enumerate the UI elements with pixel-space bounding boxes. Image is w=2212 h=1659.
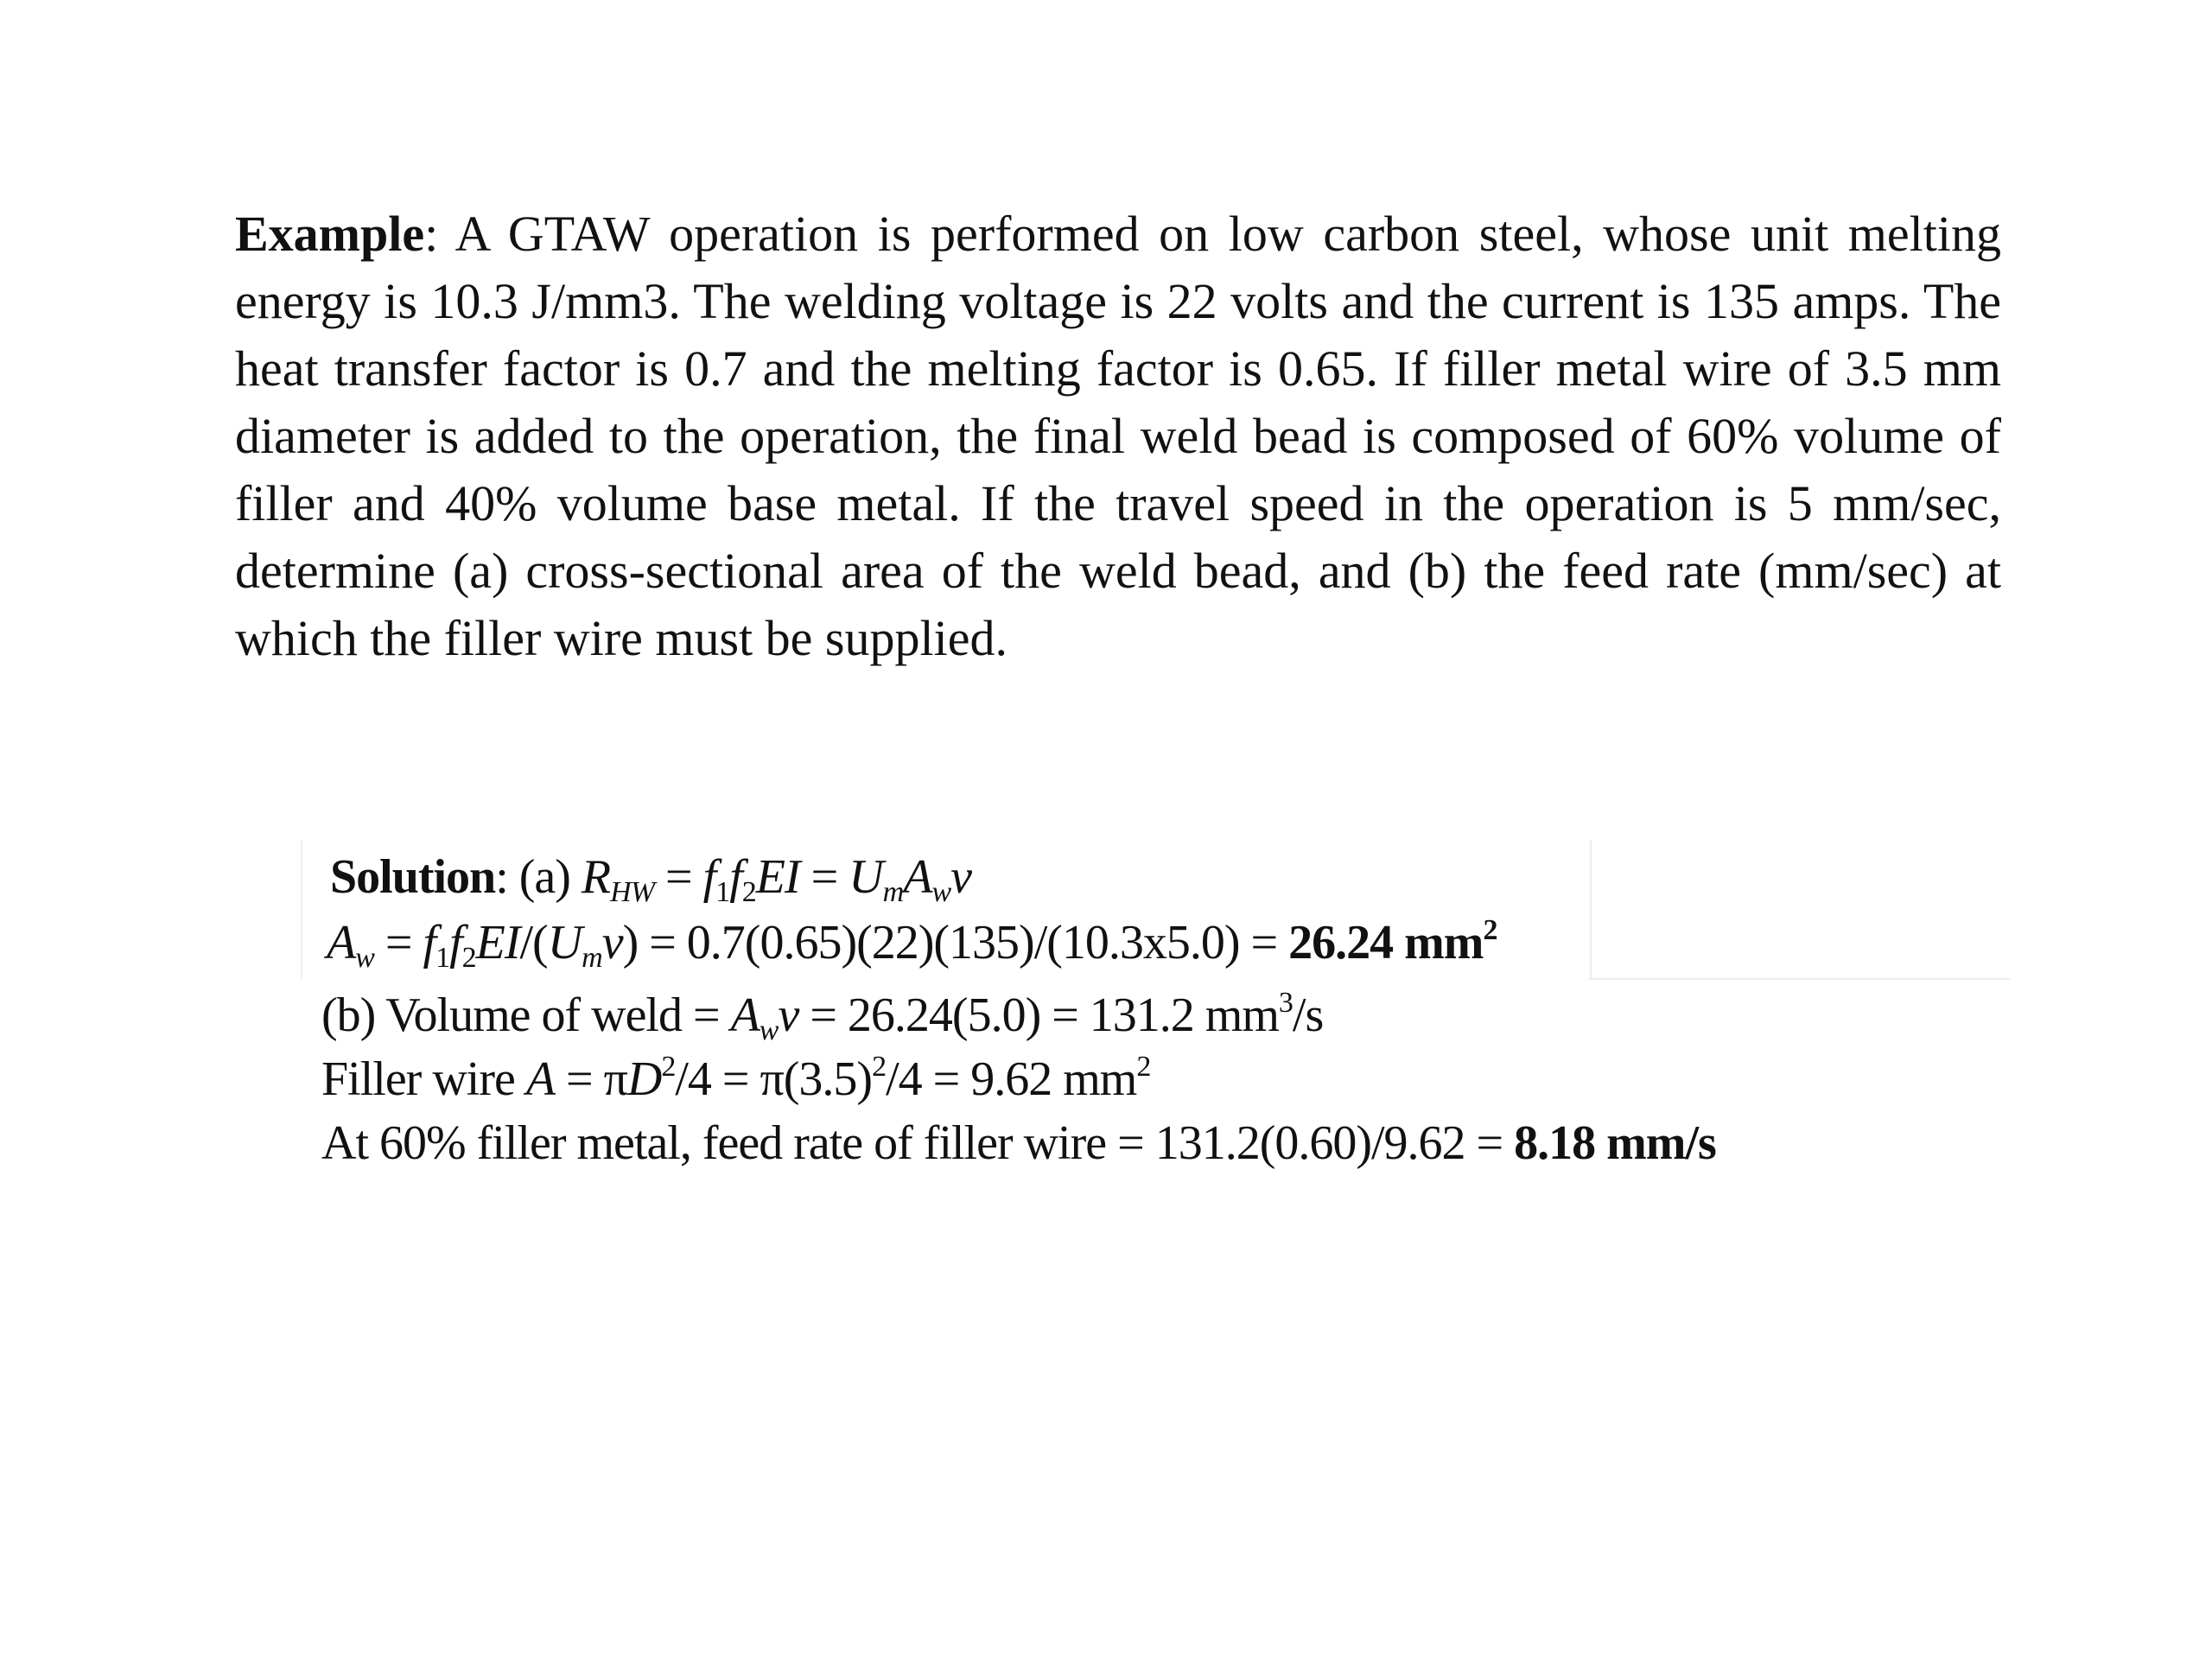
feed-rate-calculation: At 60% filler metal, feed rate of filler wire = 131.2(0.60)/9.62 = xyxy=(321,1116,1515,1170)
symbol-f2: f xyxy=(729,850,742,904)
symbol-v: v xyxy=(950,850,971,904)
solution-line-a-result xyxy=(327,912,1497,973)
subscript-m: m xyxy=(882,876,904,908)
answer-b: 8.18 mm/s xyxy=(1514,1116,1716,1170)
divider xyxy=(1588,978,2010,980)
symbol-u: U xyxy=(547,916,582,969)
superscript-2: 2 xyxy=(1136,1051,1151,1083)
symbol-a: A xyxy=(903,850,932,904)
solution-line-a-formula xyxy=(330,847,971,907)
part-a-prefix: : (a) xyxy=(495,850,582,904)
symbol-ei: EI xyxy=(755,850,800,904)
calculation: /4 = 9.62 mm xyxy=(886,1052,1137,1106)
symbol-v: v xyxy=(601,916,623,969)
subscript-w: w xyxy=(759,1014,779,1046)
example-label: Example xyxy=(235,206,425,262)
subscript-m: m xyxy=(582,942,602,974)
symbol-v: v xyxy=(778,988,799,1042)
equals: = xyxy=(799,850,849,904)
operator: /( xyxy=(519,916,548,969)
symbol-a: A xyxy=(730,988,760,1042)
equals: = xyxy=(654,850,703,904)
symbol-u: U xyxy=(849,850,883,904)
subscript-2: 2 xyxy=(741,876,756,908)
answer-a-value: 26.24 mm xyxy=(1288,916,1484,969)
symbol-f1: f xyxy=(423,916,436,969)
solution-line-feed-rate xyxy=(321,1113,1716,1173)
calculation: ) = 0.7(0.65)(22)(135)/(10.3x5.0) = xyxy=(622,916,1289,969)
solution-label: Solution xyxy=(330,850,496,904)
subscript-1: 1 xyxy=(715,876,730,908)
calculation: /4 = π(3.5) xyxy=(675,1052,873,1106)
symbol-r: R xyxy=(581,850,611,904)
solution-line-filler-area xyxy=(321,1049,1150,1109)
subscript-hw: HW xyxy=(610,876,655,908)
part-b-prefix: (b) Volume of weld = xyxy=(321,988,731,1042)
equals: = xyxy=(373,916,423,969)
problem-text: : A GTAW operation is performed on low carbon steel, whose unit melting energy is 10.3 J/mm3. The welding voltage is 22 volts and the current is 135 amps. The heat transfer factor is 0.7 and the melting factor is 0.65. If filler metal wire of 3.5 mm diameter is added to the operation, the final weld bead is composed of 60% volume of filler and 40% volume base metal. If the travel speed in the operation is 5 mm/sec, determine (a) cross-sectional area of the weld bead, and (b) the feed rate (mm/sec) at which the filler wire must be supplied. xyxy=(235,206,2001,666)
superscript-2: 2 xyxy=(661,1051,676,1083)
equals-pi: = π xyxy=(555,1052,627,1106)
symbol-f2: f xyxy=(449,916,462,969)
subscript-w: w xyxy=(355,942,374,974)
symbol-f1: f xyxy=(702,850,716,904)
symbol-a: A xyxy=(327,916,356,969)
superscript-2: 2 xyxy=(1483,914,1497,946)
superscript-2: 2 xyxy=(872,1051,887,1083)
symbol-d: D xyxy=(626,1052,662,1106)
unit: /s xyxy=(1292,988,1324,1042)
subscript-w: w xyxy=(931,876,951,908)
subscript-1: 1 xyxy=(435,942,450,974)
symbol-ei: EI xyxy=(475,916,520,969)
calculation: = 26.24(5.0) = 131.2 mm xyxy=(798,988,1279,1042)
subscript-2: 2 xyxy=(461,942,476,974)
answer-a xyxy=(1288,916,1497,969)
solution-line-b-volume xyxy=(321,985,1323,1046)
problem-statement xyxy=(235,200,2001,672)
superscript-3: 3 xyxy=(1278,987,1293,1019)
filler-wire-prefix: Filler wire xyxy=(321,1052,526,1106)
symbol-a: A xyxy=(525,1052,556,1106)
